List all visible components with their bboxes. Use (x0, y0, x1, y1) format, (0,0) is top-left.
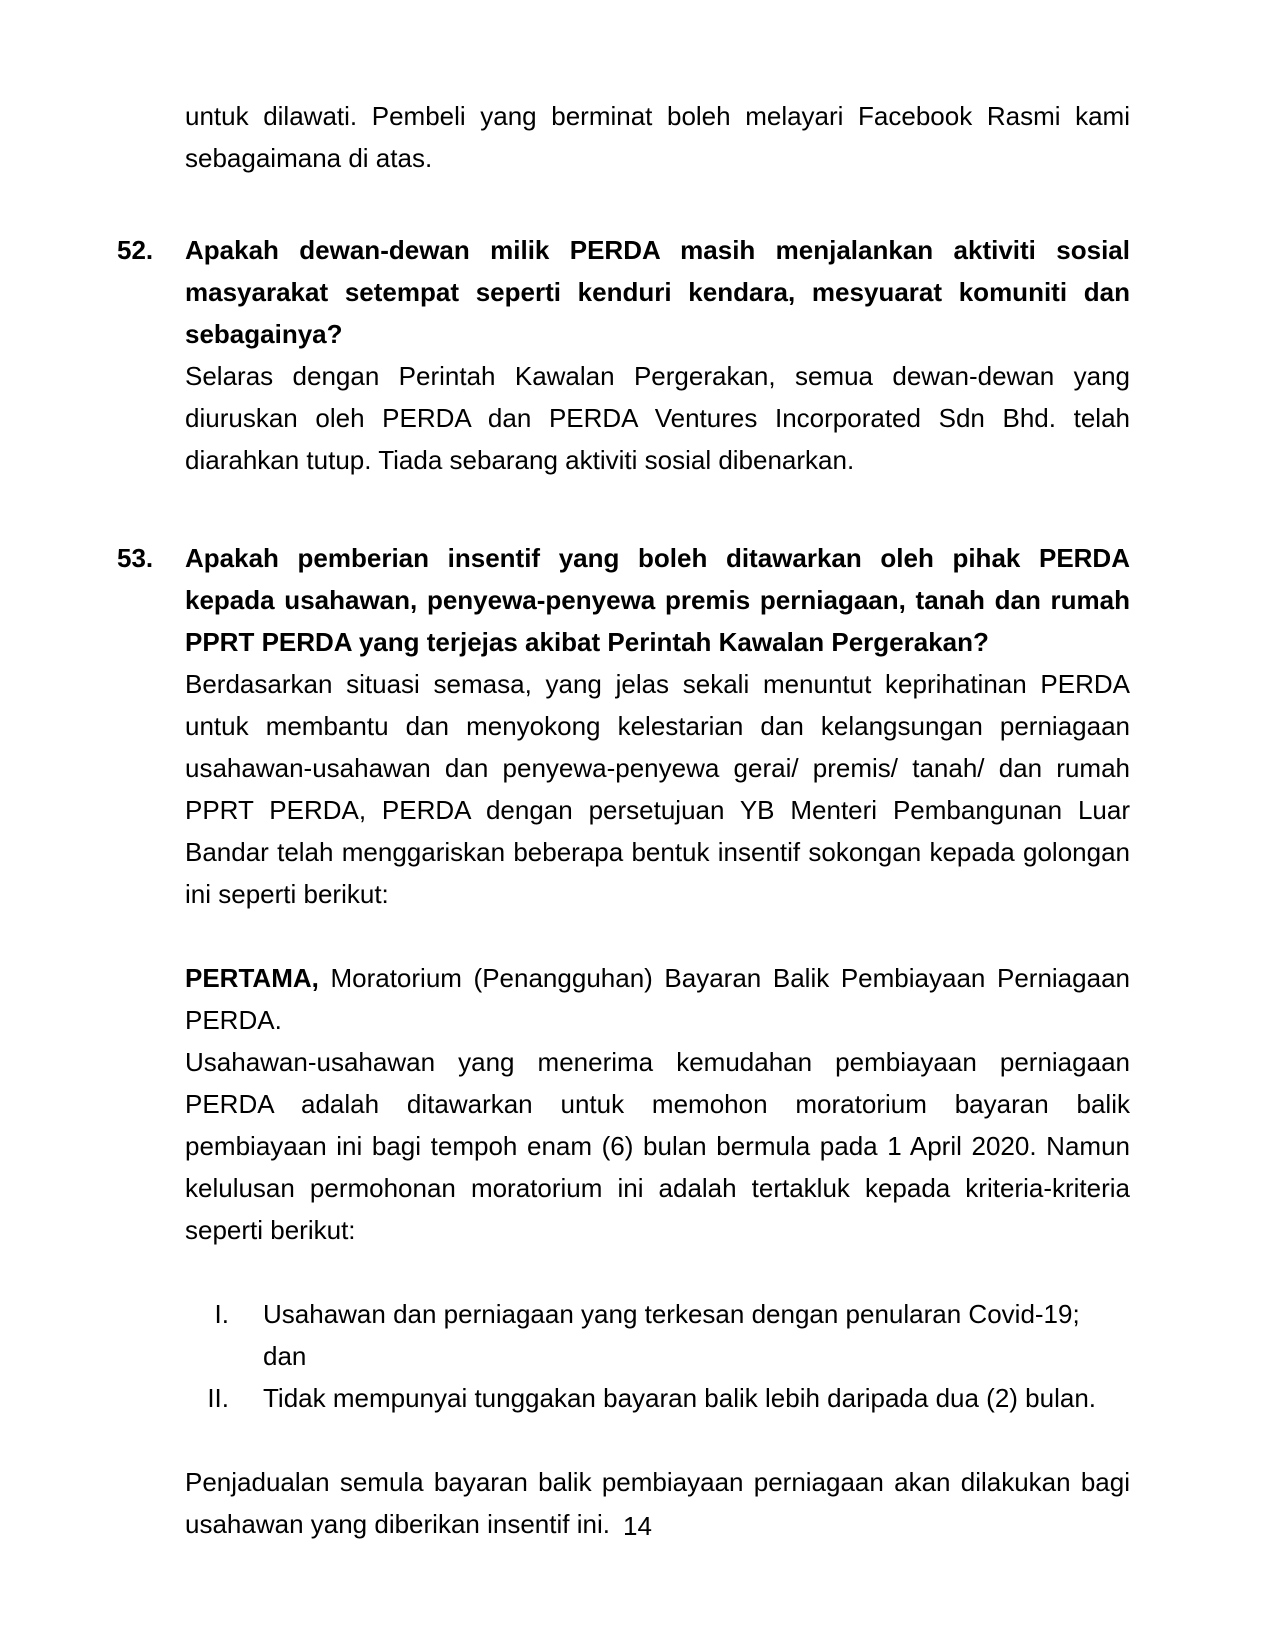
moratorium-paragraph: Usahawan-usahawan yang menerima kemudahan pembiayaan perniagaan PERDA adalah ditawarkan untuk memohon moratorium bayaran balik pembiayaan ini bagi tempoh enam (6) bulan bermula pada 1 April 2020. Namun kelulusan permohonan moratorium ini adalah tertakluk kepada kriteria-kriteria seperti berikut: (185, 1047, 1130, 1245)
question-body (185, 537, 1130, 1545)
intro-paragraph: untuk dilawati. Pembeli yang berminat boleh melayari Facebook Rasmi kami sebagaimana di atas. (185, 101, 1130, 173)
question-number: 52. (117, 235, 154, 265)
closing-paragraph: Penjadualan semula bayaran balik pembiayaan perniagaan akan dilakukan bagi usahawan yang diberikan insentif ini. (185, 1467, 1130, 1539)
list-marker: II. (207, 1383, 229, 1413)
first-incentive-label: PERTAMA, (185, 963, 319, 993)
question-number: 53. (117, 543, 154, 573)
faq-item-53 (117, 537, 1130, 1545)
list-item (185, 1377, 1130, 1419)
list-marker: I. (214, 1299, 229, 1329)
faq-item-52 (117, 229, 1130, 481)
question-body (185, 229, 1130, 481)
answer-intro-paragraph: Berdasarkan situasi semasa, yang jelas sekali menuntut keprihatinan PERDA untuk membantu dan menyokong kelestarian dan kelangsungan perniagaan usahawan-usahawan dan penyewa-penyewa gerai/ premis/ tanah/ dan rumah PPRT PERDA, PERDA dengan persetujuan YB Menteri Pembangunan Luar Bandar telah menggariskan beberapa bentuk insentif sokongan kepada golongan ini seperti berikut: (185, 669, 1130, 909)
list-item-text: Tidak mempunyai tunggakan bayaran balik lebih daripada dua (2) bulan. (263, 1383, 1097, 1413)
answer-text: Selaras dengan Perintah Kawalan Pergerakan, semua dewan-dewan yang diuruskan oleh PERDA dan PERDA Ventures Incorporated Sdn Bhd. telah diarahkan tutup. Tiada sebarang aktiviti sosial dibenarkan. (185, 361, 1130, 475)
question-text: Apakah pemberian insentif yang boleh ditawarkan oleh pihak PERDA kepada usahawan, penyewa-penyewa premis perniagaan, tanah dan rumah PPRT PERDA yang terjejas akibat Perintah Kawalan Pergerakan? (185, 543, 1130, 657)
list-item-text: Usahawan dan perniagaan yang terkesan dengan penularan Covid-19; dan (263, 1299, 1080, 1371)
criteria-list (185, 1293, 1130, 1419)
first-incentive-paragraph (185, 957, 1130, 1041)
first-incentive-text: Moratorium (Penangguhan) Bayaran Balik Pembiayaan Perniagaan PERDA. (185, 963, 1130, 1035)
page-number: 14 (623, 1511, 652, 1541)
question-text: Apakah dewan-dewan milik PERDA masih menjalankan aktiviti sosial masyarakat setempat seperti kenduri kendara, mesyuarat komuniti dan sebagainya? (185, 235, 1130, 349)
list-item (185, 1293, 1130, 1377)
